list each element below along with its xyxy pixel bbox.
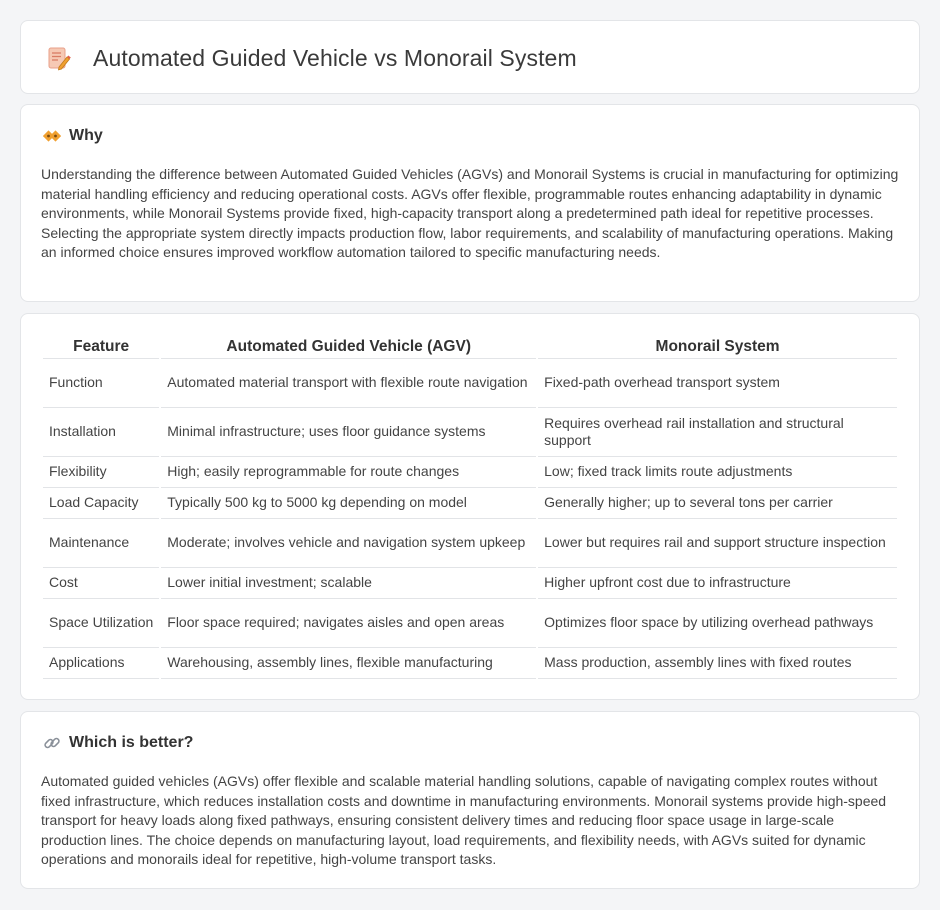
why-paragraph: Understanding the difference between Automated Guided Vehicles (AGVs) and Monorail Systems is crucial in manufacturing for optimizing material handling efficiency and reducing operational costs. AGVs offer flexible, programmable routes enhancing adaptability in dynamic environments, while Monorail Systems provide fixed, high-capacity transport along a predetermined path ideal for repetitive processes. Selecting the appropriate system directly impacts production flow, labor requirements, and scalability of manufacturing operations. Making an informed choice ensures improved workflow automation tailored to specific manufacturing needs. xyxy=(41,166,899,260)
feature-cell: Load Capacity xyxy=(43,488,159,519)
agv-cell: High; easily reprogrammable for route changes xyxy=(161,457,536,488)
agv-cell: Floor space required; navigates aisles and open areas xyxy=(161,599,536,648)
table-row xyxy=(43,488,897,519)
page-title: Automated Guided Vehicle vs Monorail System xyxy=(93,45,577,71)
monorail-cell: Optimizes floor space by utilizing overhead pathways xyxy=(538,599,897,648)
which-better-section xyxy=(20,711,920,889)
better-header xyxy=(43,734,193,752)
feature-cell: Space Utilization xyxy=(43,599,159,648)
agv-cell: Lower initial investment; scalable xyxy=(161,568,536,599)
better-paragraph: Automated guided vehicles (AGVs) offer flexible and scalable material handling solutions, capable of navigating complex routes without fixed infrastructure, which reduces installation costs and downtime in manufacturing environments. Monorail systems provide high-speed transport for heavy loads along fixed pathways, ensuring consistent delivery times and reducing floor space usage in large-scale production lines. The choice depends on manufacturing layout, load requirements, and flexibility needs, with AGVs suited for dynamic operations and monorails ideal for repetitive, high-volume transport tasks. xyxy=(41,773,887,867)
comparison-section xyxy=(20,313,920,700)
monorail-cell: Higher upfront cost due to infrastructure xyxy=(538,568,897,599)
feature-cell: Flexibility xyxy=(43,457,159,488)
why-header xyxy=(43,127,103,145)
table-row xyxy=(43,519,897,568)
table-row xyxy=(43,457,897,488)
title-row xyxy=(47,45,577,72)
diamond-signs-icon xyxy=(43,127,61,145)
monorail-cell: Low; fixed track limits route adjustments xyxy=(538,457,897,488)
title-card xyxy=(20,20,920,94)
monorail-cell: Lower but requires rail and support structure inspection xyxy=(538,519,897,568)
why-heading: Why xyxy=(69,127,103,144)
table-row xyxy=(43,648,897,679)
feature-cell: Installation xyxy=(43,408,159,457)
link-icon xyxy=(43,734,61,752)
better-heading: Which is better? xyxy=(69,734,194,751)
monorail-cell: Generally higher; up to several tons per carrier xyxy=(538,488,897,519)
header-agv: Automated Guided Vehicle (AGV) xyxy=(161,334,536,359)
agv-cell: Automated material transport with flexible route navigation xyxy=(161,359,536,408)
document-pencil-icon xyxy=(47,46,71,72)
table-header-row xyxy=(43,334,897,359)
table-row xyxy=(43,599,897,648)
agv-cell: Minimal infrastructure; uses floor guidance systems xyxy=(161,408,536,457)
table-row xyxy=(43,359,897,408)
table-row xyxy=(43,568,897,599)
agv-cell: Moderate; involves vehicle and navigation system upkeep xyxy=(161,519,536,568)
header-monorail: Monorail System xyxy=(538,334,897,359)
why-section xyxy=(20,104,920,302)
agv-cell: Typically 500 kg to 5000 kg depending on model xyxy=(161,488,536,519)
header-feature: Feature xyxy=(43,334,159,359)
monorail-cell: Mass production, assembly lines with fixed routes xyxy=(538,648,897,679)
comparison-table xyxy=(41,334,899,679)
monorail-cell: Fixed-path overhead transport system xyxy=(538,359,897,408)
table-row xyxy=(43,408,897,457)
monorail-cell: Requires overhead rail installation and structural support xyxy=(538,408,897,457)
feature-cell: Function xyxy=(43,359,159,408)
feature-cell: Cost xyxy=(43,568,159,599)
feature-cell: Maintenance xyxy=(43,519,159,568)
agv-cell: Warehousing, assembly lines, flexible manufacturing xyxy=(161,648,536,679)
feature-cell: Applications xyxy=(43,648,159,679)
